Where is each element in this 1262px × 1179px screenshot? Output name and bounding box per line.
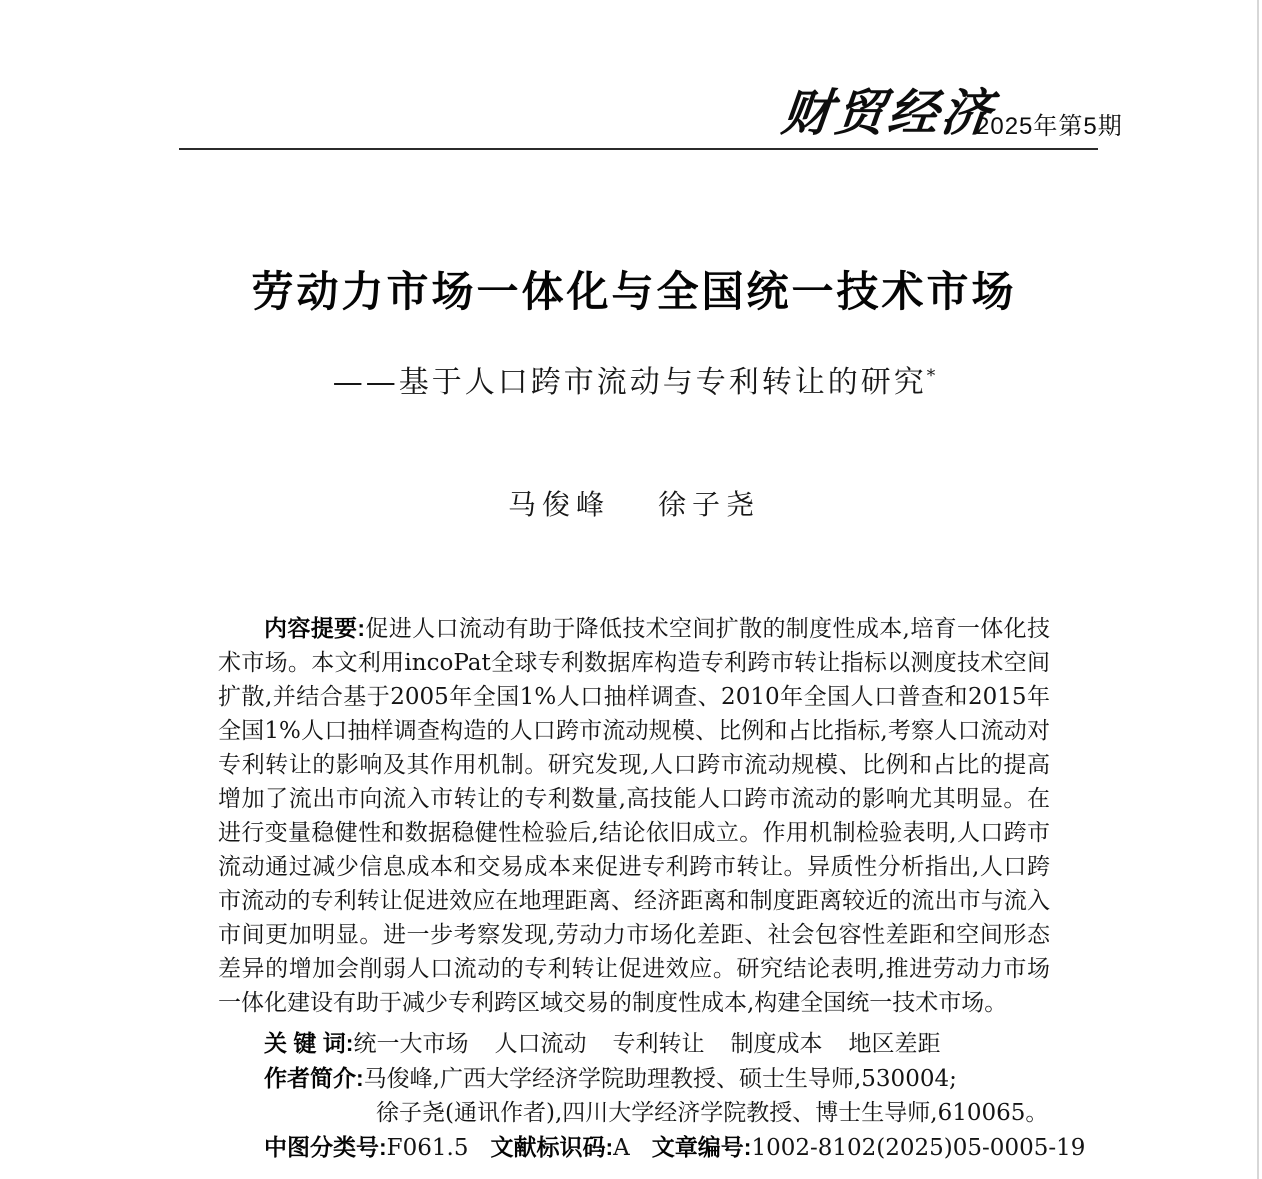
clc-number bbox=[264, 1135, 468, 1161]
author-line bbox=[218, 486, 1050, 524]
document-code-label: 文献标识码: bbox=[490, 1134, 614, 1160]
document-code bbox=[490, 1135, 629, 1161]
article-id-label: 文章编号: bbox=[651, 1134, 752, 1160]
article-subtitle-text: ——基于人口跨市流动与专利转让的研究 bbox=[332, 365, 927, 400]
page-edge-line bbox=[1257, 0, 1259, 1179]
abstract-label: 内容提要: bbox=[264, 615, 366, 641]
document-code-value: A bbox=[613, 1135, 630, 1161]
author-name-1: 马俊峰 bbox=[507, 488, 610, 521]
author-bio-text-2: 徐子尧(通讯作者),四川大学经济学院教授、博士生导师,610065。 bbox=[376, 1100, 1049, 1126]
author-bio-label: 作者简介: bbox=[264, 1065, 364, 1091]
keyword-item: 地区差距 bbox=[848, 1031, 941, 1057]
article-subtitle bbox=[218, 356, 1050, 403]
article-id-value: 1002-8102(2025)05-0005-19 bbox=[751, 1135, 1086, 1161]
article-meta bbox=[218, 1026, 1086, 1165]
author-bio-text-1: 马俊峰,广西大学经济学院助理教授、硕士生导师,530004; bbox=[363, 1066, 957, 1092]
abstract-paragraph bbox=[218, 611, 1050, 1020]
abstract-text: 促进人口流动有助于降低技术空间扩散的制度性成本,培育一体化技术市场。本文利用incoPat全球专利数据库构造专利跨市转让指标以测度技术空间扩散,并结合基于2005年全国1%人口抽样调查、2010年全国人口普查和2015年全国1%人口抽样调查构造的人口跨市流动规模、比例和占比指标,考察人口流动对专利转让的影响及其作用机制。研究发现,人口跨市流动规模、比例和占比的提高增加了流出市向流入市转让的专利数量,高技能人口跨市流动的影响尤其明显。在进行变量稳健性和数据稳健性检验后,结论依旧成立。作用机制检验表明,人口跨市流动通过减少信息成本和交易成本来促进专利跨市转让。异质性分析指出,人口跨市流动的专利转让促进效应在地理距离、经济距离和制度距离较近的流出市与流入市间更加明显。进一步考察发现,劳动力市场化差距、社会包容性差距和空间形态差异的增加会削弱人口流动的专利转让促进效应。研究结论表明,推进劳动力市场一体化建设有助于减少专利跨区域交易的制度性成本,构建全国统一技术市场。 bbox=[218, 616, 1050, 1016]
article-id bbox=[652, 1135, 1086, 1161]
keyword-item: 制度成本 bbox=[730, 1031, 823, 1057]
keyword-item: 人口流动 bbox=[494, 1031, 587, 1057]
header-rule bbox=[179, 148, 1098, 150]
journal-issue-label: 2025年第5期 bbox=[976, 113, 1123, 140]
author-bio-line-2 bbox=[218, 1096, 1050, 1130]
journal-logo: 财贸经济 bbox=[778, 83, 998, 142]
subtitle-footnote-marker: * bbox=[926, 366, 936, 386]
author-name-2: 徐子尧 bbox=[658, 488, 761, 521]
keyword-item: 统一大市场 bbox=[353, 1031, 469, 1057]
clc-number-value: F061.5 bbox=[386, 1135, 469, 1161]
keyword-item: 专利转让 bbox=[612, 1031, 705, 1057]
classification-line bbox=[218, 1130, 1086, 1165]
article-title: 劳动力市场一体化与全国统一技术市场 bbox=[251, 268, 1017, 315]
clc-number-label: 中图分类号: bbox=[264, 1134, 387, 1160]
keywords-label: 关 键 词: bbox=[264, 1030, 354, 1056]
author-bio-line-1 bbox=[218, 1061, 1050, 1096]
keywords-line bbox=[218, 1026, 1050, 1061]
